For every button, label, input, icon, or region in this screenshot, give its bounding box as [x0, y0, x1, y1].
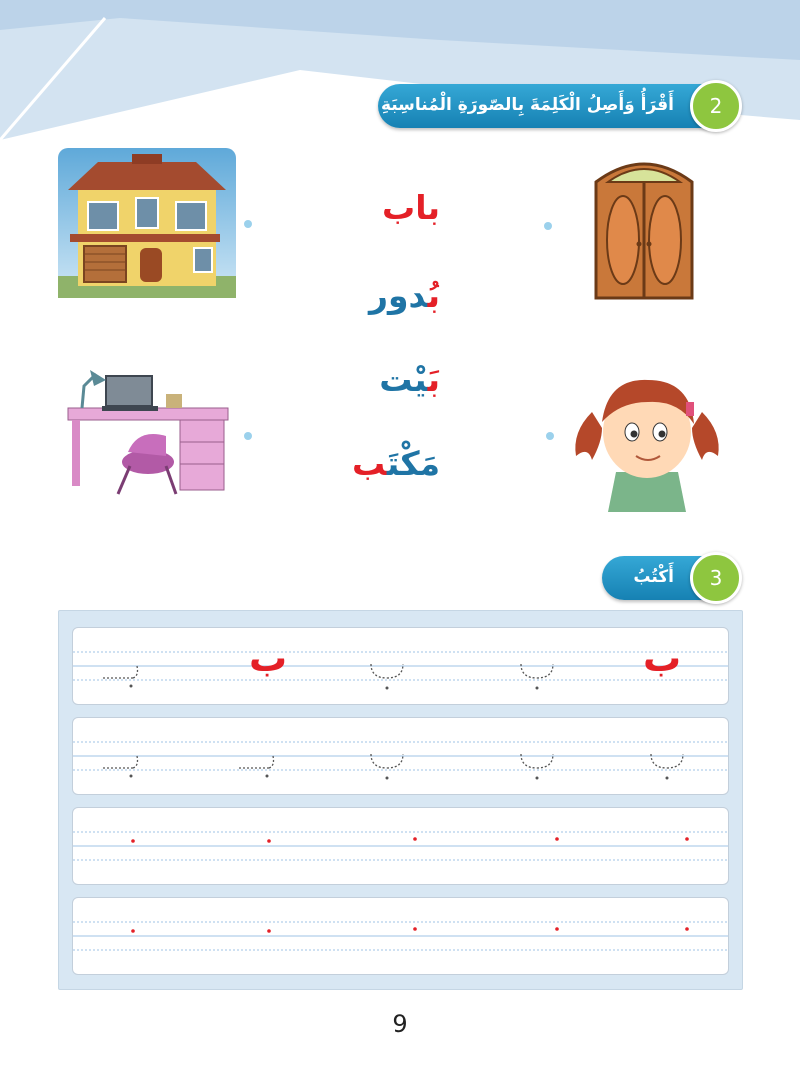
writing-row-2[interactable] [72, 717, 729, 795]
word-4-letter: ب [351, 444, 387, 483]
house-illustration [58, 148, 236, 298]
word-2-rest: دور [369, 276, 428, 315]
girl-connect-dot[interactable] [546, 432, 554, 440]
house-connect-dot[interactable] [244, 220, 252, 228]
handwriting-practice-panel [58, 610, 743, 990]
word-3-rest: يْت [379, 360, 428, 399]
section-2-header [378, 84, 736, 128]
row-4-guides [73, 898, 728, 974]
section-2-instruction: أَقْرَأُ وَأَصِلُ الْكَلِمَةَ بِالصّورَةِ الْمُناسِبَةِ [380, 95, 674, 115]
word-bayt[interactable] [290, 360, 440, 399]
row-3-guides [73, 808, 728, 884]
row-1-model-letter-copy: ب [249, 636, 288, 680]
row-1-model-letter: ب [643, 636, 682, 680]
girl-illustration [568, 372, 726, 512]
word-1-letter: ب [427, 188, 440, 227]
writing-row-3[interactable] [72, 807, 729, 885]
section-3-number-badge: 3 [690, 552, 742, 604]
word-1-rest: اب [382, 188, 428, 227]
desk-connect-dot[interactable] [244, 432, 252, 440]
word-3-letter: بَ [427, 360, 440, 399]
section-3-instruction: أَكْتُبُ [633, 567, 674, 587]
word-budur[interactable] [290, 276, 440, 315]
section-2-number-badge: 2 [690, 80, 742, 132]
door-illustration [592, 152, 696, 300]
word-bab[interactable] [290, 188, 440, 227]
row-2-guides [73, 718, 728, 794]
section-3-header [602, 556, 736, 600]
word-maktab[interactable] [290, 444, 440, 483]
desk-illustration [62, 366, 236, 506]
writing-row-1[interactable] [72, 627, 729, 705]
word-2-letter: بُ [427, 276, 440, 315]
door-connect-dot[interactable] [544, 222, 552, 230]
word-4-rest: مَكْتَ [386, 444, 440, 483]
row-1-guides [73, 628, 728, 704]
page-number: 9 [392, 1010, 408, 1038]
writing-row-4[interactable] [72, 897, 729, 975]
page-background-shape [0, 0, 800, 160]
